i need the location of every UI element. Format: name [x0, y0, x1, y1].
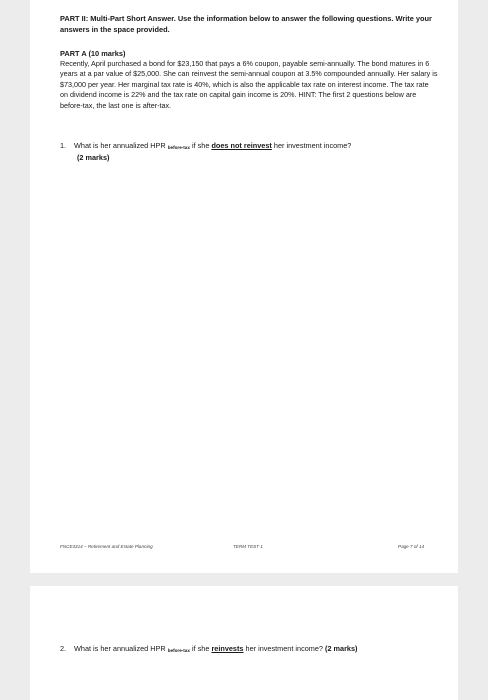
subscript-before-tax: before-tax [167, 648, 190, 653]
question-text: her investment income? [245, 644, 323, 653]
page-8 [30, 586, 458, 700]
page-7 [30, 0, 458, 573]
question-text: What is her annualized HPR [74, 644, 166, 653]
question-text: her investment income? [273, 141, 352, 150]
question-text: if she [191, 644, 210, 653]
question-1-marks: (2 marks) [77, 153, 110, 162]
part-a-title: PART A (10 marks) [60, 49, 126, 58]
footer-course: FNCE3314 – Retirement and Estate Planning [60, 544, 153, 549]
question-text: What is her annualized HPR [74, 141, 166, 150]
question-number: 1. [60, 141, 67, 150]
part-two-heading: PART II: Multi-Part Short Answer. Use the information below to answer the following questions. Write your answers in the space provided. [60, 14, 432, 34]
question-text: if she [191, 141, 210, 150]
footer-test: TERM TEST 1 [233, 544, 263, 549]
emphasis-reinvests: reinvests [211, 644, 244, 653]
question-2-marks: (2 marks) [325, 644, 358, 653]
footer-page-number: Page 7 of 14 [398, 544, 425, 549]
question-2 [60, 644, 440, 656]
subscript-before-tax: before-tax [167, 145, 190, 150]
question-number: 2. [60, 644, 67, 653]
emphasis-does-not-reinvest: does not reinvest [211, 141, 272, 150]
question-1 [60, 141, 440, 163]
part-a-scenario: Recently, April purchased a bond for $23,150 that pays a 6% coupon, payable semi-annually. The bond matures in 6 years at a par value of $25,000. She can reinvest the semi-annual coupon at 3.5% compounded annually. Her salary is $73,000 per year. Her marginal tax rate is 40%, which is also the applicable tax rate on interest income. The tax rate on dividend income is 22% and the tax rate on capital gain income is 20%. HINT: The first 2 questions below are before-tax, the last one is after-tax. [60, 59, 438, 110]
